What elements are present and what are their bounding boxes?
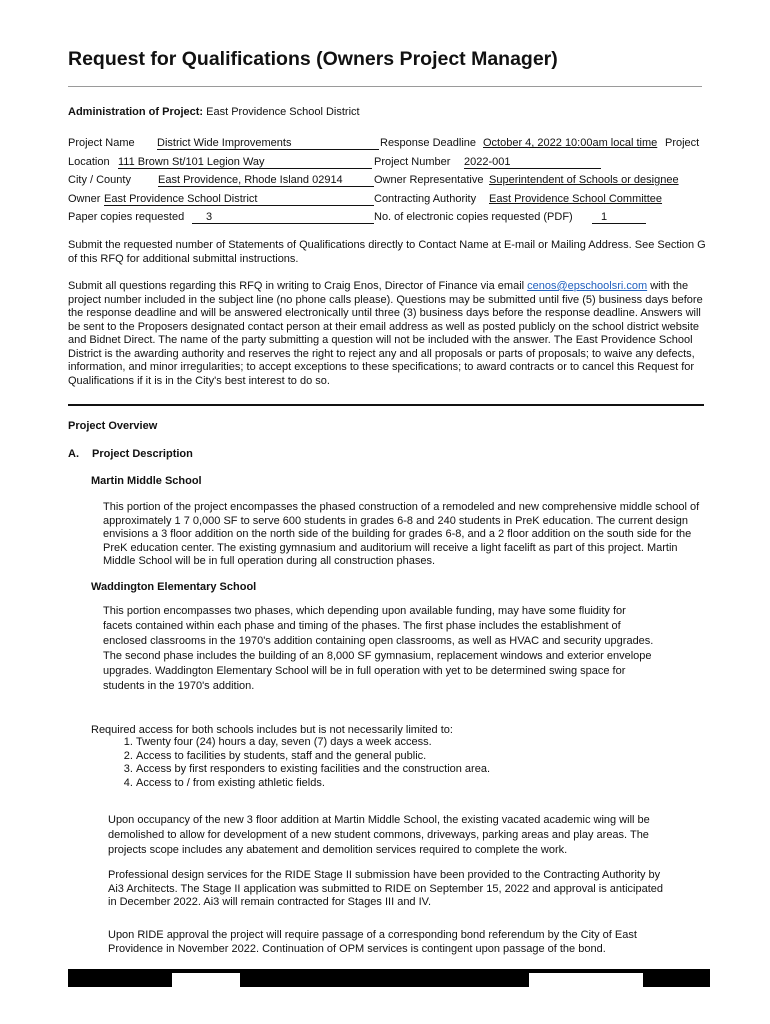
- questions-text-before: Submit all questions regarding this RFQ in writing to Craig Enos, Director of Finance via email: [68, 280, 528, 292]
- ride-approval-paragraph: Upon RIDE approval the project will require passage of a corresponding bond referendum by the City of East Providence in November 2022. Continuation of OPM services is contingent upon passage of the bond.: [108, 929, 637, 955]
- footer-gap: [529, 973, 643, 987]
- owner-value: East Providence School District: [104, 193, 374, 206]
- electronic-copies-value: 1: [592, 211, 646, 224]
- list-item: 2. Access to facilities by students, staff and the general public.: [136, 750, 490, 764]
- response-deadline-suffix: Project: [665, 137, 700, 149]
- administration-value: East Providence School District: [206, 106, 360, 118]
- owner-label: Owner: [68, 192, 101, 205]
- footer-bar: [68, 969, 710, 987]
- paper-copies-value: 3: [192, 211, 374, 224]
- owner-representative-label: Owner Representative: [374, 174, 484, 186]
- contact-email-link[interactable]: cenos@epschoolsri.com: [527, 280, 648, 292]
- project-name-label: Project Name: [68, 137, 135, 149]
- response-deadline-label: Response Deadline: [380, 137, 477, 149]
- access-intro: Required access for both schools includes but is not necessarily limited to:: [91, 724, 453, 736]
- field-row-4: [68, 193, 708, 212]
- section-a-title: Project Description: [92, 448, 193, 460]
- questions-text-after: with the project number included in the subject line (no phone calls please). Questions may be submitted until five (5) business days before the response deadline and will be answered electronically until three (3) business days before the response deadline. Answers will be sent to the Proposers designated contact person at their email address as well as posted publicly on the school district website and Bidnet Direct. The name of the party submitting a question will not be included with the answer. The East Providence School District is the awarding authority and reserves the right to reject any and all proposals or parts of proposals; to waive any defects, information, and minor irregularities; to accept exceptions to these specifications; to award contracts or to cancel this Request for Qualifications if it is in the City's best interest to do so.: [68, 280, 703, 387]
- project-fields: [68, 137, 708, 230]
- location-label: Location: [68, 155, 110, 168]
- contracting-authority-value: East Providence School Committee: [489, 192, 663, 205]
- questions-paragraph: [68, 280, 708, 388]
- field-row-5: [68, 211, 708, 230]
- list-item: 4. Access to / from existing athletic fields.: [136, 777, 490, 791]
- title-divider: [68, 86, 702, 87]
- city-county-value: East Providence, Rhode Island 02914: [158, 174, 374, 187]
- field-row-2: [68, 156, 708, 175]
- electronic-copies-label: No. of electronic copies requested (PDF): [374, 211, 573, 223]
- design-services-paragraph: Professional design services for the RIDE Stage II submission have been provided to the Contracting Authority by Ai3 Architects. The Stage II application was submitted to RIDE on September 15, 2022 and approval is anticipated in December 2022. Ai3 will remain contracted for Stages III and IV.: [108, 869, 664, 908]
- administration-label: Administration of Project:: [68, 106, 204, 118]
- martin-description: This portion of the project encompasses the phased construction of a remodeled and new comprehensive middle school of approximately 1 7 0,000 SF to serve 600 students in grades 6-8 and 240 students in PreK education. The current design envisions a 3 floor addition on the north side of the building for grades 6-8, and a 2 floor addition on the south side for the PreK education center. The existing gymnasium and auditorium will receive a light facelift as part of this project. Martin Middle School will be in full operation during all construction phases.: [103, 501, 700, 567]
- martin-heading: Martin Middle School: [91, 475, 202, 487]
- city-county-label: City / County: [68, 174, 131, 186]
- submit-instructions: Submit the requested number of Statements of Qualifications directly to Contact Name at E-mail or Mailing Address. See Section G of this RFQ for additional submittal instructions.: [68, 239, 706, 265]
- project-overview-heading: Project Overview: [68, 420, 158, 432]
- project-number-label: Project Number: [374, 155, 451, 168]
- paper-copies-label: Paper copies requested: [68, 211, 185, 223]
- footer-gap: [172, 973, 240, 987]
- waddington-description: This portion encompasses two phases, which depending upon available funding, may have some fluidity for facets contained within each phase and timing of the phases. The first phase includes the establishment of enclosed classrooms in the 1970's addition containing open classrooms, as well as HVAC and security upgrades. The second phase includes the building of an 8,000 SF gymnasium, replacement windows and exterior envelope upgrades. Waddington Elementary School will be in full operation with yet to be determined swing space for students in the 1970's addition.: [103, 605, 654, 692]
- waddington-heading: Waddington Elementary School: [91, 581, 257, 593]
- section-a-number: A.: [68, 448, 79, 460]
- administration-line: [68, 106, 360, 118]
- response-deadline-value: October 4, 2022 10:00am local time: [483, 137, 658, 149]
- contracting-authority-label: Contracting Authority: [374, 192, 477, 205]
- owner-representative-value: Superintendent of Schools or designee: [489, 174, 679, 186]
- document-title: Request for Qualifications (Owners Project Manager): [68, 48, 558, 70]
- project-name-value: District Wide Improvements: [157, 137, 379, 150]
- location-value: 111 Brown St/101 Legion Way: [118, 156, 372, 169]
- list-item: 3. Access by first responders to existing facilities and the construction area.: [136, 763, 490, 777]
- section-divider: [68, 404, 704, 406]
- field-row-3: [68, 174, 708, 193]
- field-row-1: [68, 137, 708, 156]
- list-item: 1. Twenty four (24) hours a day, seven (7) days a week access.: [136, 736, 490, 750]
- access-list: [112, 736, 490, 790]
- occupancy-paragraph: Upon occupancy of the new 3 floor addition at Martin Middle School, the existing vacated academic wing will be demolished to allow for development of a new student commons, driveways, parking areas and play areas. The projects scope includes any abatement and demolition services required to complete the work.: [108, 814, 650, 856]
- project-number-value: 2022-001: [464, 156, 601, 169]
